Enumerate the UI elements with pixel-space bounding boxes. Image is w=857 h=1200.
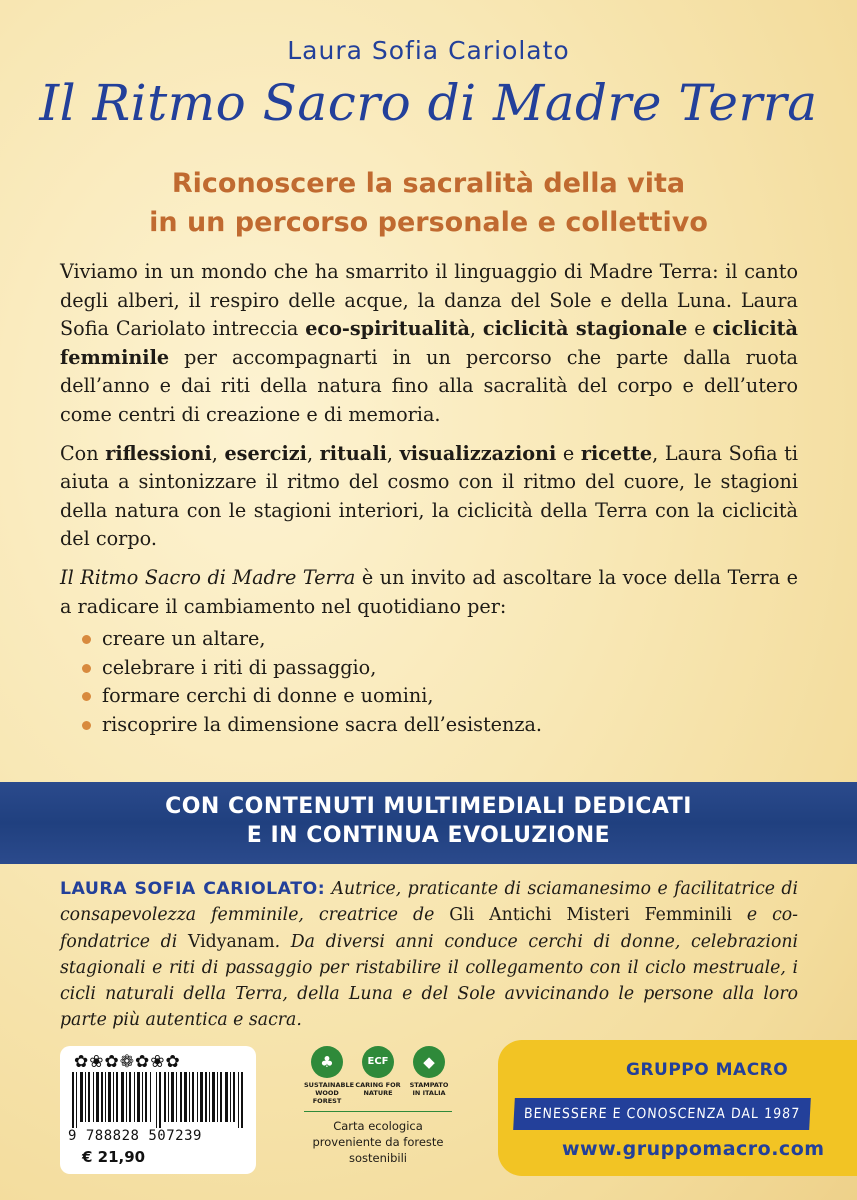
italy-icon: ◆	[413, 1046, 445, 1078]
list-item: riscoprire la dimensione sacra dell’esistenza.	[82, 711, 798, 740]
text-run: riflessioni	[105, 441, 212, 465]
banner	[0, 792, 857, 850]
text-run: ricette	[580, 441, 653, 465]
text-run: visualizzazioni	[399, 441, 557, 465]
author-name: LAURA SOFIA CARIOLATO:	[60, 879, 326, 899]
description	[60, 258, 798, 740]
text-run: ciclicità femminile	[60, 317, 798, 369]
banner-line-2: E IN CONTINUA EVOLUZIONE	[246, 823, 611, 848]
paragraph-3	[60, 564, 798, 621]
ecf-icon: ECF	[362, 1046, 394, 1078]
banner-line-1: CON CONTENUTI MULTIMEDIALI DEDICATI	[165, 794, 692, 819]
book-title: Il Ritmo Sacro di Madre Terra	[39, 74, 818, 132]
eco-badge-label: SUSTAINABLE WOOD FOREST	[304, 1081, 355, 1105]
text-run: . Da diversi anni conduce cerchi di donne, celebrazioni stagionali e riti di passaggio per ristabilire il collegamento con il ciclo mestruale, i cicli naturali della Terra, della Luna e del Sole avvicinando le persone alla loro parte più autentica e sacra.	[60, 931, 799, 1031]
publisher-block	[498, 1040, 857, 1176]
paragraph-2	[60, 440, 798, 554]
text-run: ,	[306, 441, 320, 465]
text-run: , Laura Sofia ti aiuta a sintonizzare il ritmo del cosmo con il ritmo del cuore, le stagioni della natura con le stagioni interiori, la ciclicità della Terra con la ciclicità del corpo.	[60, 441, 799, 551]
eco-icons	[304, 1046, 452, 1105]
tree-icon: ♣	[311, 1046, 343, 1078]
subtitle-line-1: Riconoscere la sacralità della vita	[171, 168, 686, 199]
text-run: Vidyanam	[187, 931, 275, 952]
text-run: ,	[469, 317, 483, 341]
eco-certifications	[304, 1046, 452, 1166]
price: € 21,90	[82, 1148, 146, 1166]
paragraph-1	[60, 258, 798, 430]
divider	[304, 1111, 452, 1112]
text-run: ,	[211, 441, 225, 465]
text-run: e	[687, 317, 713, 341]
isbn-number: 9 788828 507239	[68, 1128, 202, 1144]
text-run: ciclicità stagionale	[482, 317, 688, 341]
text-run: Viviamo in un mondo che ha smarrito il linguaggio di Madre Terra: il canto degli alberi, il respiro delle acque, la danza del Sole e della Luna. Laura Sofia Cariolato intreccia	[60, 260, 798, 341]
subtitle-line-2: in un percorso personale e collettivo	[149, 207, 708, 238]
eco-badge-label: STAMPATO IN ITALIA	[409, 1081, 449, 1097]
text-run: per accompagnarti in un percorso che parte dalla ruota dell’anno e dai riti della natura fino alla sacralità del corpo e dell’utero come centri di creazione e di memoria.	[60, 345, 798, 426]
publisher-tagline: BENESSERE E CONOSCENZA DAL 1987	[513, 1098, 811, 1130]
text-run: Gli Antichi Misteri Femminili	[449, 905, 732, 926]
text-run: eco-spiritualità	[305, 317, 470, 341]
bullet-list	[60, 625, 798, 739]
eco-badge	[304, 1046, 355, 1105]
text-run: Con	[60, 441, 106, 465]
list-item: formare cerchi di donne e uomini,	[82, 682, 798, 711]
text-run: e	[556, 441, 581, 465]
flower-decoration-icon: ✿❀✿❁✿❀✿	[74, 1052, 181, 1072]
text-run: rituali	[319, 441, 387, 465]
text-run: esercizi	[224, 441, 307, 465]
publisher-url[interactable]: www.gruppomacro.com	[562, 1138, 825, 1160]
text-run: e co-fondatrice di	[60, 905, 798, 952]
text-run: è un invito ad ascoltare la voce della Terra e a radicare il cambiamento nel quotidiano per:	[60, 565, 798, 618]
subtitle	[0, 164, 857, 242]
text-run: ,	[386, 441, 400, 465]
eco-badge-label: CARING FOR NATURE	[355, 1081, 401, 1097]
author-bio	[60, 876, 798, 1034]
eco-text: Carta ecologica proveniente da foreste sostenibili	[312, 1119, 444, 1165]
list-item: celebrare i riti di passaggio,	[82, 654, 798, 683]
author-top: Laura Sofia Cariolato	[287, 36, 570, 65]
bio-text	[60, 879, 798, 1030]
publisher-name: GRUPPO MACRO	[626, 1060, 789, 1080]
eco-badge	[355, 1046, 401, 1105]
list-item: creare un altare,	[82, 625, 798, 654]
barcode-icon	[72, 1072, 244, 1128]
barcode-box	[60, 1046, 256, 1174]
text-run: Autrice, praticante di sciamanesimo e facilitatrice di consapevolezza femminile, creatrice de	[60, 879, 798, 926]
eco-badge	[406, 1046, 452, 1105]
text-run: Il Ritmo Sacro di Madre Terra	[60, 565, 356, 589]
